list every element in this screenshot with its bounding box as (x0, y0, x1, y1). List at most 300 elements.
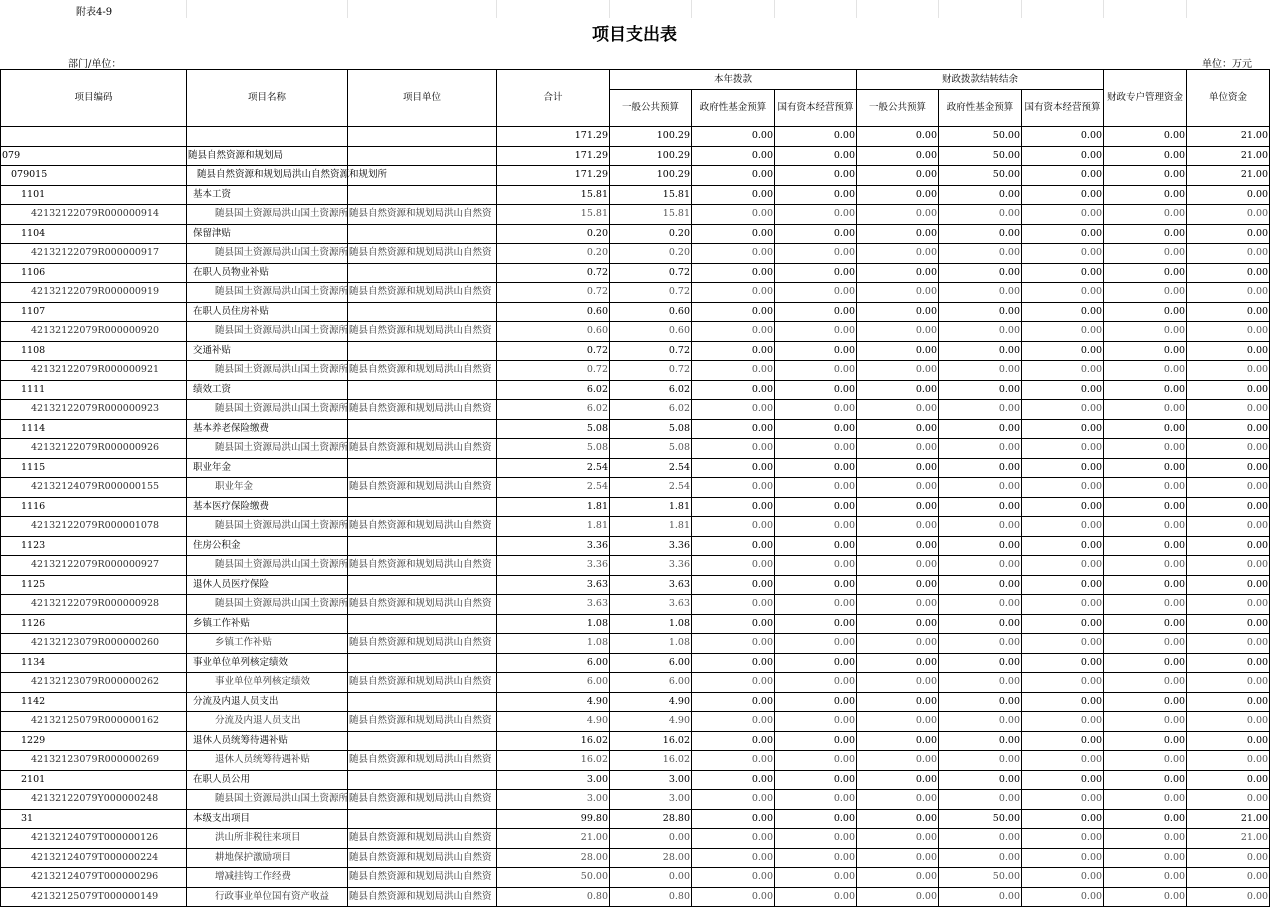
cell-unit-funds: 0.00 (1187, 361, 1270, 381)
cell-co-gov-fund: 0.00 (939, 692, 1022, 712)
cell-code: 1142 (1, 692, 187, 712)
table-row (1, 692, 1270, 712)
header-cy-state-capital: 国有资本经营预算 (775, 90, 857, 127)
cell-cy-gov-fund: 0.00 (692, 146, 775, 166)
cell-total: 171.29 (497, 127, 610, 147)
page-title: 项目支出表 (592, 25, 677, 45)
table-row (1, 302, 1270, 322)
table-row (1, 380, 1270, 400)
table-row (1, 731, 1270, 751)
cell-unit-funds: 0.00 (1187, 575, 1270, 595)
cell-co-general-public: 0.00 (857, 653, 939, 673)
table-row (1, 712, 1270, 732)
cell-co-state-capital: 0.00 (1022, 770, 1104, 790)
cell-co-state-capital: 0.00 (1022, 322, 1104, 342)
cell-cy-state-capital: 0.00 (775, 127, 857, 147)
cell-cy-state-capital: 0.00 (775, 614, 857, 634)
cell-co-state-capital: 0.00 (1022, 751, 1104, 771)
cell-co-gov-fund: 0.00 (939, 829, 1022, 849)
cell-co-state-capital: 0.00 (1022, 185, 1104, 205)
cell-cy-state-capital: 0.00 (775, 848, 857, 868)
cell-cy-state-capital: 0.00 (775, 556, 857, 576)
cell-unit (348, 614, 497, 634)
cell-code: 2101 (1, 770, 187, 790)
cell-unit-funds: 0.00 (1187, 283, 1270, 303)
cell-co-gov-fund: 0.00 (939, 341, 1022, 361)
cell-cy-gov-fund: 0.00 (692, 829, 775, 849)
cell-special-mgmt: 0.00 (1104, 692, 1187, 712)
cell-unit (348, 380, 497, 400)
cell-co-general-public: 0.00 (857, 322, 939, 342)
cell-total: 3.00 (497, 770, 610, 790)
table-row (1, 751, 1270, 771)
cell-cy-state-capital: 0.00 (775, 751, 857, 771)
cell-unit-funds: 0.00 (1187, 380, 1270, 400)
cell-name: 随县国土资源局洪山国土资源所 (187, 790, 348, 810)
cell-total: 21.00 (497, 829, 610, 849)
cell-unit-funds: 0.00 (1187, 770, 1270, 790)
cell-name: 随县自然资源和规划局 (187, 146, 348, 166)
table-row (1, 536, 1270, 556)
cell-co-state-capital: 0.00 (1022, 536, 1104, 556)
cell-special-mgmt: 0.00 (1104, 224, 1187, 244)
cell-cy-state-capital: 0.00 (775, 302, 857, 322)
table-row (1, 478, 1270, 498)
cell-special-mgmt: 0.00 (1104, 536, 1187, 556)
cell-name (187, 127, 348, 147)
cell-cy-general-public: 0.60 (610, 322, 692, 342)
cell-co-state-capital: 0.00 (1022, 361, 1104, 381)
cell-cy-state-capital: 0.00 (775, 517, 857, 537)
cell-unit (348, 809, 497, 829)
cell-unit (348, 731, 497, 751)
cell-cy-state-capital: 0.00 (775, 146, 857, 166)
table-row (1, 166, 1270, 186)
cell-co-gov-fund: 0.00 (939, 848, 1022, 868)
cell-co-state-capital: 0.00 (1022, 458, 1104, 478)
header-cy-general-public: 一般公共预算 (610, 90, 692, 127)
cell-unit: 随县自然资源和规划局洪山自然资 (348, 712, 497, 732)
cell-co-general-public: 0.00 (857, 887, 939, 907)
cell-co-general-public: 0.00 (857, 439, 939, 459)
table-row (1, 770, 1270, 790)
table-row (1, 205, 1270, 225)
cell-cy-gov-fund: 0.00 (692, 302, 775, 322)
cell-total: 4.90 (497, 712, 610, 732)
cell-co-state-capital: 0.00 (1022, 497, 1104, 517)
cell-total: 1.08 (497, 614, 610, 634)
cell-code: 42132124079R000000155 (1, 478, 187, 498)
cell-unit (348, 536, 497, 556)
cell-cy-state-capital: 0.00 (775, 887, 857, 907)
cell-unit-funds: 0.00 (1187, 887, 1270, 907)
cell-unit-funds: 0.00 (1187, 868, 1270, 888)
cell-co-general-public: 0.00 (857, 283, 939, 303)
cell-cy-gov-fund: 0.00 (692, 731, 775, 751)
cell-total: 28.00 (497, 848, 610, 868)
cell-unit (348, 341, 497, 361)
header-carryover: 财政拨款结转结余 (857, 70, 1104, 90)
cell-cy-state-capital: 0.00 (775, 770, 857, 790)
cell-code: 42132124079T000000126 (1, 829, 187, 849)
cell-co-state-capital: 0.00 (1022, 205, 1104, 225)
cell-unit-funds: 0.00 (1187, 517, 1270, 537)
cell-cy-state-capital: 0.00 (775, 185, 857, 205)
table-row (1, 887, 1270, 907)
cell-special-mgmt: 0.00 (1104, 478, 1187, 498)
table-row (1, 400, 1270, 420)
cell-cy-general-public: 1.81 (610, 497, 692, 517)
cell-cy-gov-fund: 0.00 (692, 868, 775, 888)
cell-name: 随县国土资源局洪山国土资源所 (187, 556, 348, 576)
cell-cy-gov-fund: 0.00 (692, 517, 775, 537)
cell-co-state-capital: 0.00 (1022, 712, 1104, 732)
cell-code: 42132122079R000000914 (1, 205, 187, 225)
cell-co-gov-fund: 0.00 (939, 614, 1022, 634)
cell-cy-general-public: 4.90 (610, 692, 692, 712)
cell-co-state-capital: 0.00 (1022, 614, 1104, 634)
cell-name: 随县国土资源局洪山国土资源所 (187, 595, 348, 615)
cell-cy-general-public: 6.00 (610, 673, 692, 693)
cell-name: 随县国土资源局洪山国土资源所 (187, 205, 348, 225)
cell-cy-state-capital: 0.00 (775, 497, 857, 517)
cell-co-general-public: 0.00 (857, 809, 939, 829)
cell-code: 42132124079T000000296 (1, 868, 187, 888)
cell-cy-general-public: 4.90 (610, 712, 692, 732)
cell-cy-gov-fund: 0.00 (692, 692, 775, 712)
cell-unit: 随县自然资源和规划局洪山自然资 (348, 790, 497, 810)
table-row (1, 224, 1270, 244)
cell-total: 2.54 (497, 458, 610, 478)
cell-unit (348, 302, 497, 322)
cell-special-mgmt: 0.00 (1104, 400, 1187, 420)
cell-cy-state-capital: 0.00 (775, 400, 857, 420)
cell-unit-funds: 0.00 (1187, 400, 1270, 420)
cell-cy-state-capital: 0.00 (775, 380, 857, 400)
cell-co-state-capital: 0.00 (1022, 848, 1104, 868)
cell-code: 42132122079Y000000248 (1, 790, 187, 810)
cell-cy-state-capital: 0.00 (775, 575, 857, 595)
cell-unit-funds: 0.00 (1187, 458, 1270, 478)
cell-total: 6.02 (497, 400, 610, 420)
cell-name: 洪山所非税往来项目 (187, 829, 348, 849)
cell-name: 随县国土资源局洪山国土资源所 (187, 400, 348, 420)
cell-unit (348, 185, 497, 205)
cell-unit: 随县自然资源和规划局洪山自然资 (348, 848, 497, 868)
cell-co-state-capital: 0.00 (1022, 692, 1104, 712)
cell-code: 1116 (1, 497, 187, 517)
cell-co-state-capital: 0.00 (1022, 146, 1104, 166)
cell-cy-gov-fund: 0.00 (692, 712, 775, 732)
cell-code: 42132122079R000000921 (1, 361, 187, 381)
cell-co-general-public: 0.00 (857, 127, 939, 147)
cell-co-general-public: 0.00 (857, 790, 939, 810)
cell-co-state-capital: 0.00 (1022, 127, 1104, 147)
cell-cy-general-public: 0.00 (610, 829, 692, 849)
cell-co-general-public: 0.00 (857, 751, 939, 771)
cell-co-state-capital: 0.00 (1022, 478, 1104, 498)
cell-cy-gov-fund: 0.00 (692, 673, 775, 693)
cell-co-general-public: 0.00 (857, 302, 939, 322)
cell-co-general-public: 0.00 (857, 517, 939, 537)
cell-cy-general-public: 2.54 (610, 478, 692, 498)
cell-cy-general-public: 100.29 (610, 166, 692, 186)
cell-cy-state-capital: 0.00 (775, 341, 857, 361)
cell-cy-state-capital: 0.00 (775, 439, 857, 459)
cell-co-general-public: 0.00 (857, 556, 939, 576)
cell-cy-state-capital: 0.00 (775, 478, 857, 498)
cell-co-state-capital: 0.00 (1022, 673, 1104, 693)
cell-co-general-public: 0.00 (857, 244, 939, 264)
table-row (1, 517, 1270, 537)
cell-special-mgmt: 0.00 (1104, 809, 1187, 829)
cell-unit: 随县自然资源和规划局洪山自然资 (348, 244, 497, 264)
cell-code: 42132124079T000000224 (1, 848, 187, 868)
cell-co-general-public: 0.00 (857, 400, 939, 420)
cell-code: 1106 (1, 263, 187, 283)
cell-co-general-public: 0.00 (857, 458, 939, 478)
header-total: 合计 (497, 70, 610, 127)
cell-unit-funds: 0.00 (1187, 419, 1270, 439)
cell-name: 分流及内退人员支出 (187, 692, 348, 712)
cell-total: 3.36 (497, 536, 610, 556)
cell-special-mgmt: 0.00 (1104, 751, 1187, 771)
cell-cy-state-capital: 0.00 (775, 244, 857, 264)
cell-unit: 随县自然资源和规划局洪山自然资 (348, 556, 497, 576)
cell-cy-general-public: 0.00 (610, 868, 692, 888)
cell-cy-gov-fund: 0.00 (692, 458, 775, 478)
cell-special-mgmt: 0.00 (1104, 205, 1187, 225)
cell-cy-state-capital: 0.00 (775, 653, 857, 673)
cell-code: 31 (1, 809, 187, 829)
sub-header (0, 52, 1269, 68)
cell-code: 42132125079R000000162 (1, 712, 187, 732)
cell-cy-general-public: 6.02 (610, 400, 692, 420)
cell-unit: 随县自然资源和规划局洪山自然资 (348, 361, 497, 381)
header-code: 项目编码 (1, 70, 187, 127)
cell-co-general-public: 0.00 (857, 341, 939, 361)
cell-special-mgmt: 0.00 (1104, 595, 1187, 615)
cell-co-gov-fund: 0.00 (939, 439, 1022, 459)
cell-code: 42132122079R000000926 (1, 439, 187, 459)
cell-unit-funds: 0.00 (1187, 536, 1270, 556)
cell-special-mgmt: 0.00 (1104, 166, 1187, 186)
cell-cy-gov-fund: 0.00 (692, 556, 775, 576)
cell-unit-funds: 0.00 (1187, 439, 1270, 459)
table-row (1, 868, 1270, 888)
cell-cy-general-public: 2.54 (610, 458, 692, 478)
cell-special-mgmt: 0.00 (1104, 556, 1187, 576)
cell-special-mgmt: 0.00 (1104, 146, 1187, 166)
cell-co-gov-fund: 0.00 (939, 556, 1022, 576)
cell-unit-funds: 0.00 (1187, 341, 1270, 361)
table-row (1, 575, 1270, 595)
cell-unit-funds: 21.00 (1187, 146, 1270, 166)
cell-unit: 随县自然资源和规划局洪山自然资 (348, 829, 497, 849)
cell-co-state-capital: 0.00 (1022, 341, 1104, 361)
cell-unit: 随县自然资源和规划局洪山自然资 (348, 868, 497, 888)
cell-co-general-public: 0.00 (857, 536, 939, 556)
cell-cy-general-public: 100.29 (610, 146, 692, 166)
cell-cy-general-public: 1.08 (610, 614, 692, 634)
cell-cy-gov-fund: 0.00 (692, 751, 775, 771)
cell-co-general-public: 0.00 (857, 595, 939, 615)
cell-code: 1115 (1, 458, 187, 478)
cell-unit-funds: 0.00 (1187, 595, 1270, 615)
cell-co-general-public: 0.00 (857, 770, 939, 790)
cell-co-state-capital: 0.00 (1022, 302, 1104, 322)
cell-total: 6.02 (497, 380, 610, 400)
cell-unit-funds: 0.00 (1187, 556, 1270, 576)
cell-unit-funds: 0.00 (1187, 322, 1270, 342)
cell-name: 保留津贴 (187, 224, 348, 244)
cell-co-gov-fund: 0.00 (939, 712, 1022, 732)
cell-special-mgmt: 0.00 (1104, 322, 1187, 342)
cell-unit (348, 224, 497, 244)
cell-total: 6.00 (497, 673, 610, 693)
cell-cy-gov-fund: 0.00 (692, 536, 775, 556)
cell-co-state-capital: 0.00 (1022, 517, 1104, 537)
cell-co-gov-fund: 0.00 (939, 517, 1022, 537)
cell-unit: 随县自然资源和规划局洪山自然资 (348, 634, 497, 654)
cell-co-gov-fund: 0.00 (939, 302, 1022, 322)
cell-co-gov-fund: 0.00 (939, 185, 1022, 205)
cell-unit-funds: 0.00 (1187, 302, 1270, 322)
cell-cy-state-capital: 0.00 (775, 712, 857, 732)
cell-name: 耕地保护激励项目 (187, 848, 348, 868)
cell-co-state-capital: 0.00 (1022, 166, 1104, 186)
cell-name: 绩效工资 (187, 380, 348, 400)
cell-co-state-capital: 0.00 (1022, 868, 1104, 888)
cell-co-gov-fund: 0.00 (939, 497, 1022, 517)
cell-total: 171.29 (497, 146, 610, 166)
cell-cy-general-public: 28.80 (610, 809, 692, 829)
cell-code: 1108 (1, 341, 187, 361)
cell-co-gov-fund: 0.00 (939, 673, 1022, 693)
header-name: 项目名称 (187, 70, 348, 127)
cell-co-state-capital: 0.00 (1022, 731, 1104, 751)
cell-special-mgmt: 0.00 (1104, 575, 1187, 595)
cell-cy-state-capital: 0.00 (775, 809, 857, 829)
cell-code: 1114 (1, 419, 187, 439)
cell-code: 079 (1, 146, 187, 166)
cell-special-mgmt: 0.00 (1104, 868, 1187, 888)
cell-unit: 随县自然资源和规划局洪山自然资 (348, 751, 497, 771)
cell-co-general-public: 0.00 (857, 673, 939, 693)
cell-cy-state-capital: 0.00 (775, 263, 857, 283)
table-row (1, 419, 1270, 439)
cell-unit (348, 497, 497, 517)
cell-co-general-public: 0.00 (857, 712, 939, 732)
cell-special-mgmt: 0.00 (1104, 341, 1187, 361)
cell-cy-general-public: 0.72 (610, 283, 692, 303)
cell-co-gov-fund: 0.00 (939, 751, 1022, 771)
cell-cy-state-capital: 0.00 (775, 361, 857, 381)
cell-cy-gov-fund: 0.00 (692, 419, 775, 439)
cell-special-mgmt: 0.00 (1104, 790, 1187, 810)
cell-special-mgmt: 0.00 (1104, 380, 1187, 400)
cell-cy-state-capital: 0.00 (775, 224, 857, 244)
cell-special-mgmt: 0.00 (1104, 419, 1187, 439)
cell-code: 1104 (1, 224, 187, 244)
cell-unit-funds: 21.00 (1187, 127, 1270, 147)
cell-cy-gov-fund: 0.00 (692, 166, 775, 186)
cell-total: 0.72 (497, 283, 610, 303)
top-bar (0, 0, 1269, 18)
cell-code: 1111 (1, 380, 187, 400)
table-row (1, 673, 1270, 693)
cell-co-general-public: 0.00 (857, 166, 939, 186)
cell-cy-state-capital: 0.00 (775, 205, 857, 225)
header-special-mgmt: 财政专户管理资金 (1104, 70, 1187, 127)
cell-co-general-public: 0.00 (857, 263, 939, 283)
cell-code: 079015 (1, 166, 187, 186)
cell-unit (348, 146, 497, 166)
cell-cy-gov-fund: 0.00 (692, 361, 775, 381)
cell-total: 50.00 (497, 868, 610, 888)
cell-code: 42132122079R000000920 (1, 322, 187, 342)
cell-name: 职业年金 (187, 458, 348, 478)
cell-co-general-public: 0.00 (857, 185, 939, 205)
cell-cy-state-capital: 0.00 (775, 419, 857, 439)
cell-cy-state-capital: 0.00 (775, 634, 857, 654)
cell-cy-gov-fund: 0.00 (692, 322, 775, 342)
cell-code: 1126 (1, 614, 187, 634)
cell-cy-state-capital: 0.00 (775, 790, 857, 810)
cell-cy-gov-fund: 0.00 (692, 224, 775, 244)
table-row (1, 283, 1270, 303)
cell-cy-state-capital: 0.00 (775, 595, 857, 615)
cell-cy-general-public: 3.36 (610, 556, 692, 576)
cell-cy-gov-fund: 0.00 (692, 634, 775, 654)
cell-co-gov-fund: 0.00 (939, 263, 1022, 283)
cell-name: 随县国土资源局洪山国土资源所 (187, 517, 348, 537)
cell-special-mgmt: 0.00 (1104, 517, 1187, 537)
cell-cy-gov-fund: 0.00 (692, 244, 775, 264)
cell-total: 3.00 (497, 790, 610, 810)
cell-cy-general-public: 5.08 (610, 439, 692, 459)
cell-cy-gov-fund: 0.00 (692, 887, 775, 907)
cell-cy-gov-fund: 0.00 (692, 575, 775, 595)
cell-co-general-public: 0.00 (857, 868, 939, 888)
cell-cy-gov-fund: 0.00 (692, 497, 775, 517)
cell-cy-general-public: 5.08 (610, 419, 692, 439)
table-row (1, 244, 1270, 264)
unit-label: 单位：万元 (1202, 59, 1252, 70)
cell-unit: 随县自然资源和规划局洪山自然资 (348, 205, 497, 225)
cell-co-gov-fund: 0.00 (939, 887, 1022, 907)
table-row (1, 634, 1270, 654)
cell-special-mgmt: 0.00 (1104, 829, 1187, 849)
cell-special-mgmt: 0.00 (1104, 263, 1187, 283)
cell-co-general-public: 0.00 (857, 829, 939, 849)
cell-co-state-capital: 0.00 (1022, 809, 1104, 829)
table-row (1, 361, 1270, 381)
cell-co-general-public: 0.00 (857, 614, 939, 634)
cell-co-state-capital: 0.00 (1022, 380, 1104, 400)
cell-total: 0.20 (497, 224, 610, 244)
cell-co-gov-fund: 0.00 (939, 400, 1022, 420)
expense-table (0, 69, 1270, 907)
cell-total: 171.29 (497, 166, 610, 186)
cell-name: 事业单位单列核定绩效 (187, 673, 348, 693)
cell-special-mgmt: 0.00 (1104, 458, 1187, 478)
cell-co-general-public: 0.00 (857, 575, 939, 595)
cell-cy-general-public: 0.72 (610, 361, 692, 381)
cell-co-state-capital: 0.00 (1022, 224, 1104, 244)
cell-special-mgmt: 0.00 (1104, 302, 1187, 322)
cell-cy-general-public: 3.00 (610, 790, 692, 810)
